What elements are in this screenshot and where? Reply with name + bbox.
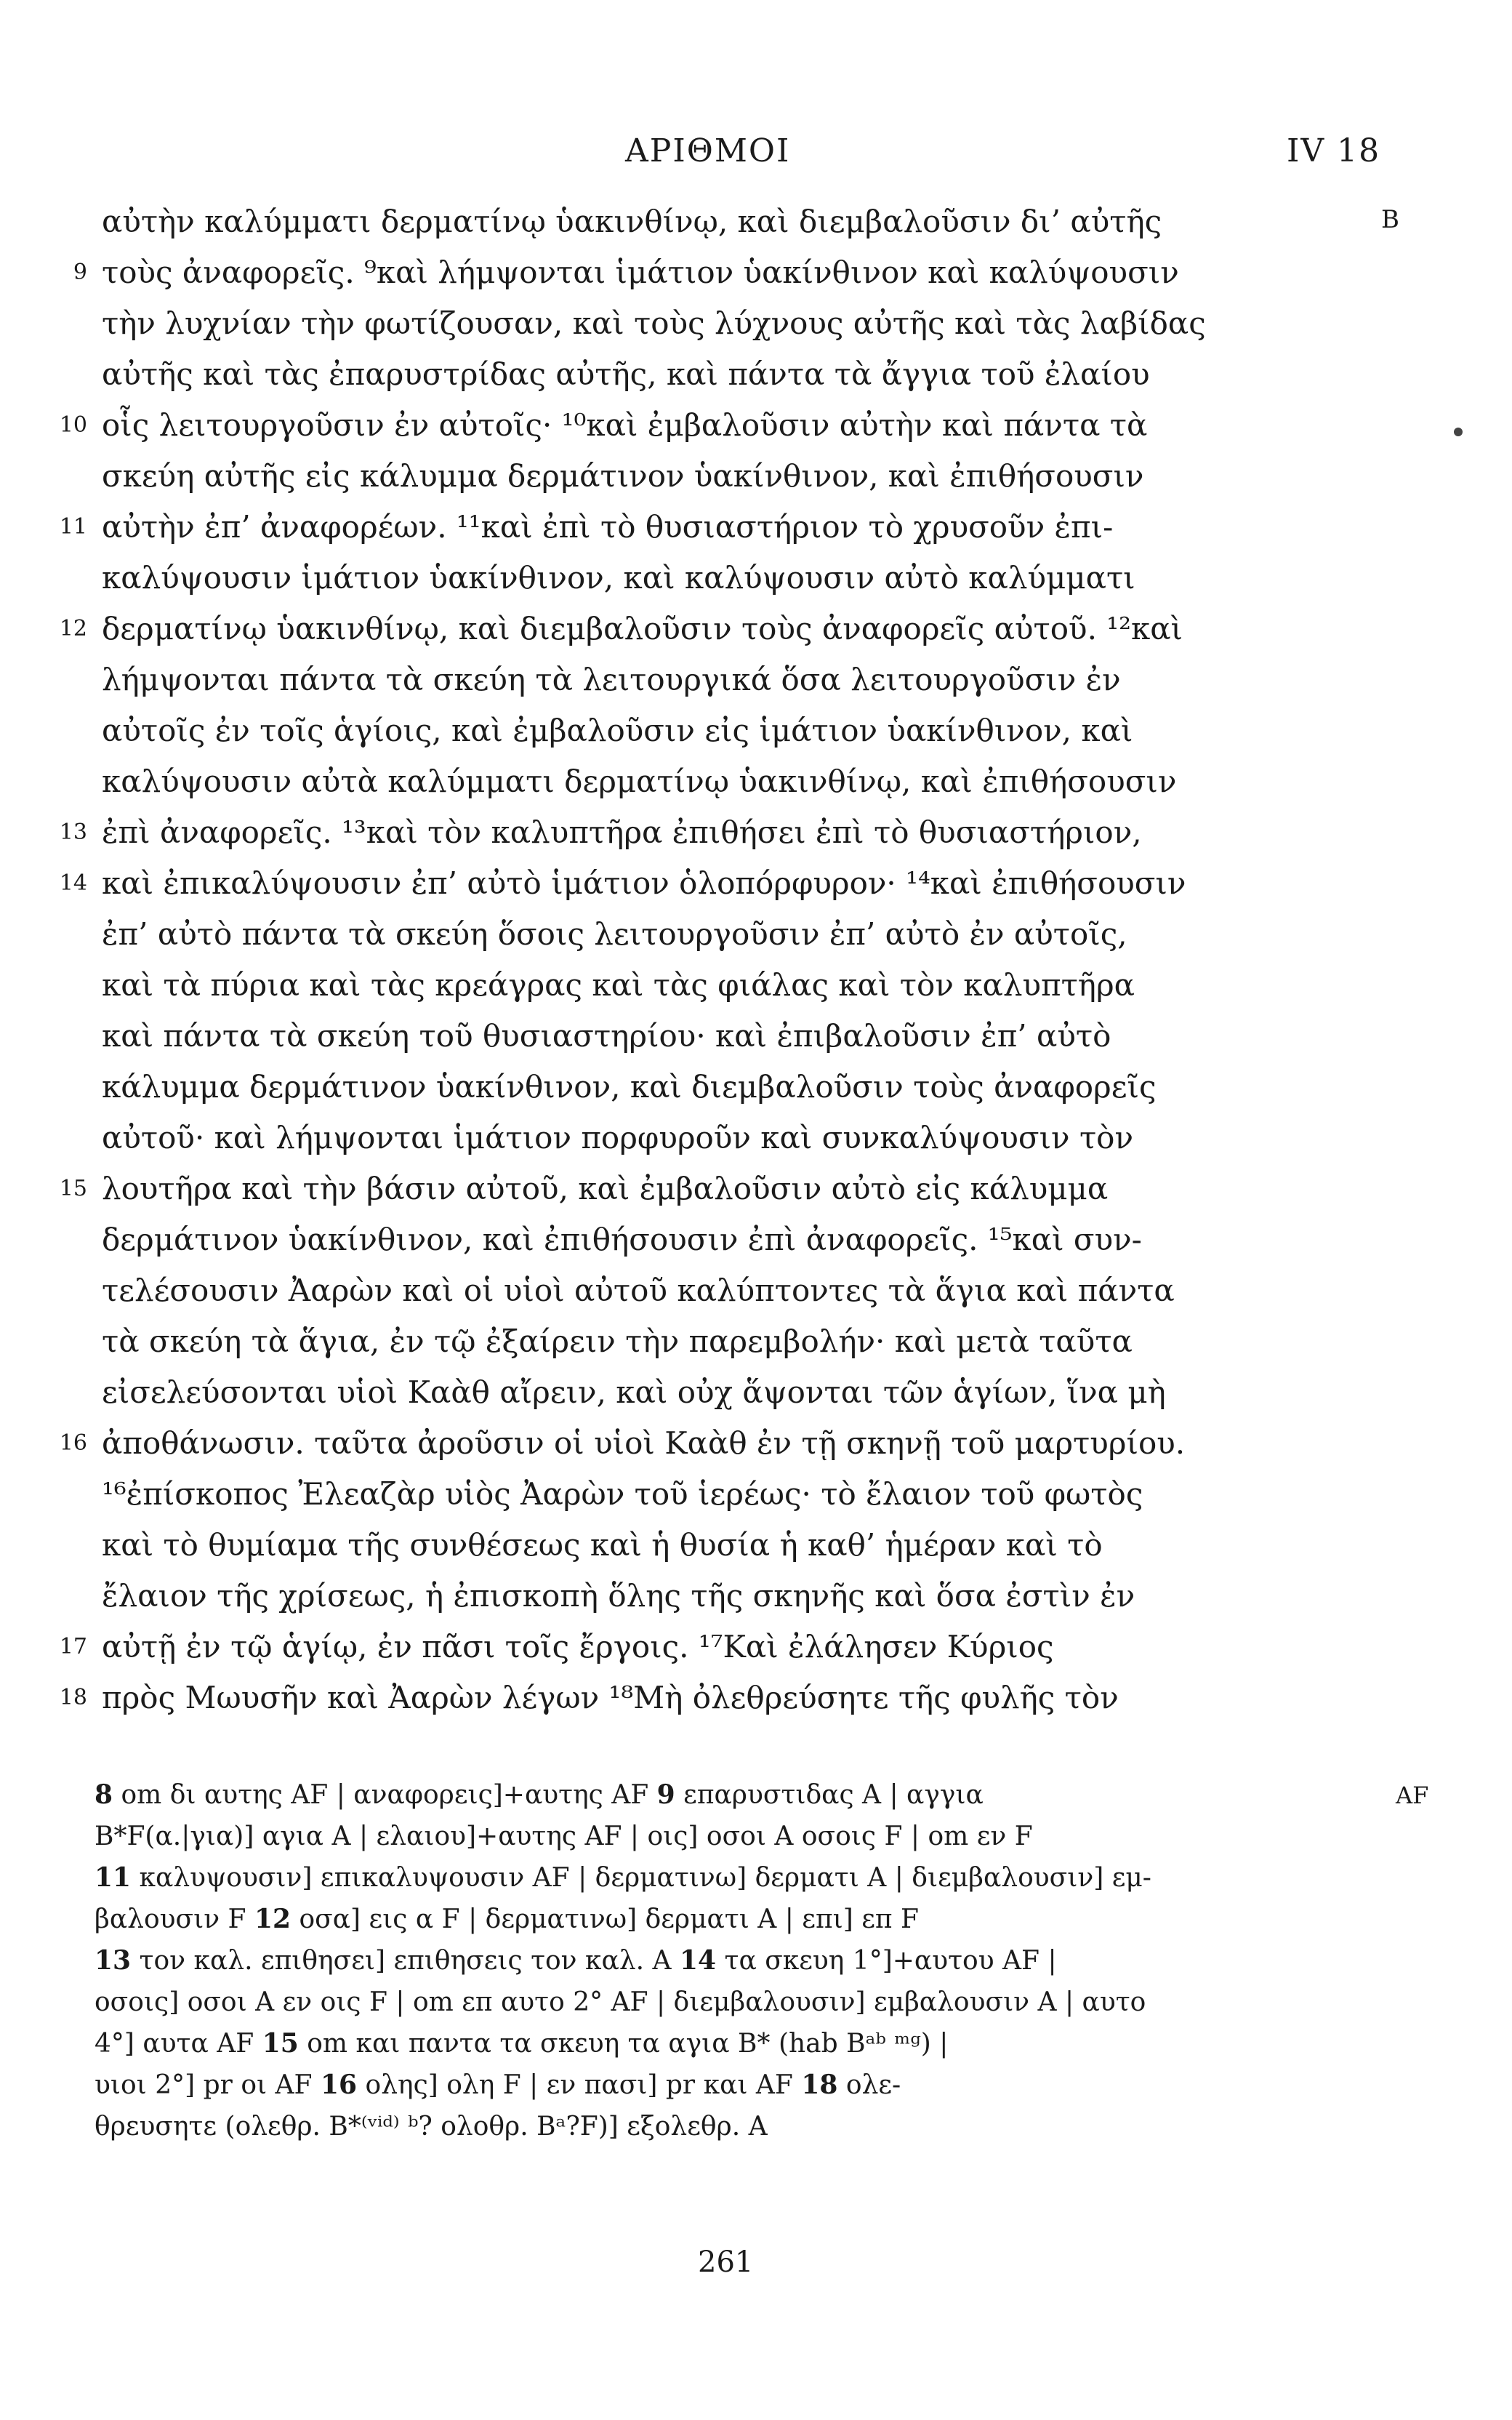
apparatus-margin: AF (1396, 1782, 1429, 1809)
text-line: αὐτῆς καὶ τὰς ἐπαρυστρίδας αὐτῆς, καὶ πάντα τὰ ἄγγια τοῦ ἐλαίου (102, 356, 1150, 392)
verse-number: 17 (59, 1634, 87, 1659)
text-line: αὐτῇ ἐν τῷ ἁγίῳ, ἐν πᾶσι τοῖς ἔργοις. ¹⁷Καὶ ἐλάλησεν Κύριος (102, 1629, 1054, 1664)
page-number: 261 (698, 2245, 754, 2279)
margin-siglum: B (1381, 205, 1399, 234)
verse-number: 11 (59, 514, 87, 540)
text-line: καὶ πάντα τὰ σκεύη τοῦ θυσιαστηρίου· καὶ ἐπιβαλοῦσιν ἐπ’ αὐτὸ (102, 1018, 1111, 1054)
apparatus-line: βαλουσιν F 12 οσα] εις α F | δερματινω] δερματι A | επι] επ F (94, 1904, 919, 1934)
text-line: τὴν λυχνίαν τὴν φωτίζουσαν, καὶ τοὺς λύχνους αὐτῆς καὶ τὰς λαβίδας (102, 305, 1206, 341)
verse-number: 10 (59, 412, 87, 438)
text-line: ἐπὶ ἀναφορεῖς. ¹³καὶ τὸν καλυπτῆρα ἐπιθήσει ἐπὶ τὸ θυσιαστήριον, (102, 814, 1142, 850)
text-line: αὐτὴν καλύμματι δερματίνῳ ὑακινθίνῳ, καὶ διεμβαλοῦσιν δι’ αὐτῆς (102, 204, 1162, 239)
text-line: δερματίνῳ ὑακινθίνῳ, καὶ διεμβαλοῦσιν τοὺς ἀναφορεῖς αὐτοῦ. ¹²καὶ (102, 611, 1183, 646)
text-line: δερμάτινον ὑακίνθινον, καὶ ἐπιθήσουσιν ἐπὶ ἀναφορεῖς. ¹⁵καὶ συν- (102, 1222, 1142, 1257)
text-line: αὐτοῦ· καὶ λήμψονται ἱμάτιον πορφυροῦν καὶ συνκαλύψουσιν τὸν (102, 1120, 1133, 1155)
text-line: καὶ ἐπικαλύψουσιν ἐπ’ αὐτὸ ἱμάτιον ὁλοπόρφυρον· ¹⁴καὶ ἐπιθήσουσιν (102, 865, 1186, 901)
verse-number: 9 (73, 260, 87, 285)
text-line: καὶ τὸ θυμίαμα τῆς συνθέσεως καὶ ἡ θυσία ἡ καθ’ ἡμέραν καὶ τὸ (102, 1527, 1103, 1563)
text-line: αὐτοῖς ἐν τοῖς ἁγίοις, καὶ ἐμβαλοῦσιν εἰς ἱμάτιον ὑακίνθινον, καὶ (102, 713, 1133, 748)
verse-number: 18 (59, 1685, 87, 1710)
text-line: τοὺς ἀναφορεῖς. ⁹καὶ λήμψονται ἱμάτιον ὑακίνθινον καὶ καλύψουσιν (102, 255, 1179, 290)
apparatus-line: θρευσητε (ολεθρ. B*⁽ᵛⁱᵈ⁾ ᵇ? ολοθρ. Bᵃ?F)] εξολεθρ. A (94, 2112, 768, 2141)
text-line: ἀποθάνωσιν. ταῦτα ἀροῦσιν οἱ υἱοὶ Καὰθ ἐν τῇ σκηνῇ τοῦ μαρτυρίου. (102, 1425, 1186, 1461)
text-line: τὰ σκεύη τὰ ἅγια, ἐν τῷ ἐξαίρειν τὴν παρεμβολήν· καὶ μετὰ ταῦτα (102, 1323, 1133, 1359)
text-line: ¹⁶ἐπίσκοπος Ἐλεαζὰρ υἱὸς Ἀαρὼν τοῦ ἱερέως· τὸ ἔλαιον τοῦ φωτὸς (102, 1476, 1143, 1512)
verse-number: 14 (59, 870, 87, 896)
text-line: ἐπ’ αὐτὸ πάντα τὰ σκεύη ὅσοις λειτουργοῦσιν ἐπ’ αὐτὸ ἐν αὐτοῖς, (102, 916, 1127, 952)
verse-number: 13 (59, 820, 87, 845)
verse-number: 16 (59, 1430, 87, 1456)
chapter-verse-ref: IV 18 (1287, 132, 1381, 169)
apparatus-line: 11 καλυψουσιν] επικαλυψουσιν AF | δερματινω] δερματι A | διεμβαλουσιν] εμ- (94, 1862, 1151, 1893)
text-line: σκεύη αὐτῆς εἰς κάλυμμα δερμάτινον ὑακίνθινον, καὶ ἐπιθήσουσιν (102, 458, 1144, 494)
text-line: πρὸς Μωυσῆν καὶ Ἀαρὼν λέγων ¹⁸Μὴ ὀλεθρεύσητε τῆς φυλῆς τὸν (102, 1680, 1119, 1715)
apparatus-line: οσοις] οσοι A εν οις F | om επ αυτο 2° AF | διεμβαλουσιν] εμβαλουσιν A | αυτο (94, 1987, 1146, 2017)
text-line: λήμψονται πάντα τὰ σκεύη τὰ λειτουργικά ὅσα λειτουργοῦσιν ἐν (102, 662, 1121, 697)
text-line: καλύψουσιν ἱμάτιον ὑακίνθινον, καὶ καλύψουσιν αὐτὸ καλύμματι (102, 560, 1135, 596)
text-line: εἰσελεύσονται υἱοὶ Καὰθ αἴρειν, καὶ οὐχ ἅψονται τῶν ἁγίων, ἵνα μὴ (102, 1374, 1166, 1410)
apparatus-line: 13 τον καλ. επιθησει] επιθησεις τον καλ. A 14 τα σκευη 1°]+αυτου AF | (94, 1945, 1057, 1976)
verse-number: 15 (59, 1176, 87, 1201)
text-line: καλύψουσιν αὐτὰ καλύμματι δερματίνῳ ὑακινθίνῳ, καὶ ἐπιθήσουσιν (102, 764, 1177, 799)
text-line: καὶ τὰ πύρια καὶ τὰς κρεάγρας καὶ τὰς φιάλας καὶ τὸν καλυπτῆρα (102, 967, 1135, 1003)
apparatus-line: 8 om δι αυτης AF | αναφορεις]+αυτης AF 9 επαρυστιδας A | αγγια (94, 1779, 984, 1810)
text-line: ἔλαιον τῆς χρίσεως, ἡ ἐπισκοπὴ ὅλης τῆς σκηνῆς καὶ ὅσα ἐστὶν ἐν (102, 1578, 1135, 1614)
apparatus-line: υιοι 2°] pr οι AF 16 ολης] ολη F | εν πασι] pr και AF 18 ολε- (94, 2070, 901, 2100)
apparatus-line: 4°] αυτα AF 15 om και παντα τα σκευη τα αγια B* (hab Bᵃᵇ ᵐᵍ) | (94, 2028, 949, 2059)
page-title: ΑΡΙΘΜΟΙ (625, 132, 791, 169)
text-line: αὐτὴν ἐπ’ ἀναφορέων. ¹¹καὶ ἐπὶ τὸ θυσιαστήριον τὸ χρυσοῦν ἐπι- (102, 509, 1114, 545)
text-line: κάλυμμα δερμάτινον ὑακίνθινον, καὶ διεμβαλοῦσιν τοὺς ἀναφορεῖς (102, 1069, 1157, 1105)
verse-number: 12 (59, 616, 87, 641)
text-line: τελέσουσιν Ἀαρὼν καὶ οἱ υἱοὶ αὐτοῦ καλύπτοντες τὰ ἅγια καὶ πάντα (102, 1273, 1175, 1308)
apparatus-line: B*F(α.|για)] αγια A | ελαιου]+αυτης AF | οις] οσοι A οσοις F | om εν F (94, 1822, 1033, 1851)
margin-dot (1454, 428, 1463, 436)
text-line: οἷς λειτουργοῦσιν ἐν αὐτοῖς· ¹⁰καὶ ἐμβαλοῦσιν αὐτὴν καὶ πάντα τὰ (102, 407, 1148, 443)
text-line: λουτῆρα καὶ τὴν βάσιν αὐτοῦ, καὶ ἐμβαλοῦσιν αὐτὸ εἰς κάλυμμα (102, 1171, 1109, 1206)
